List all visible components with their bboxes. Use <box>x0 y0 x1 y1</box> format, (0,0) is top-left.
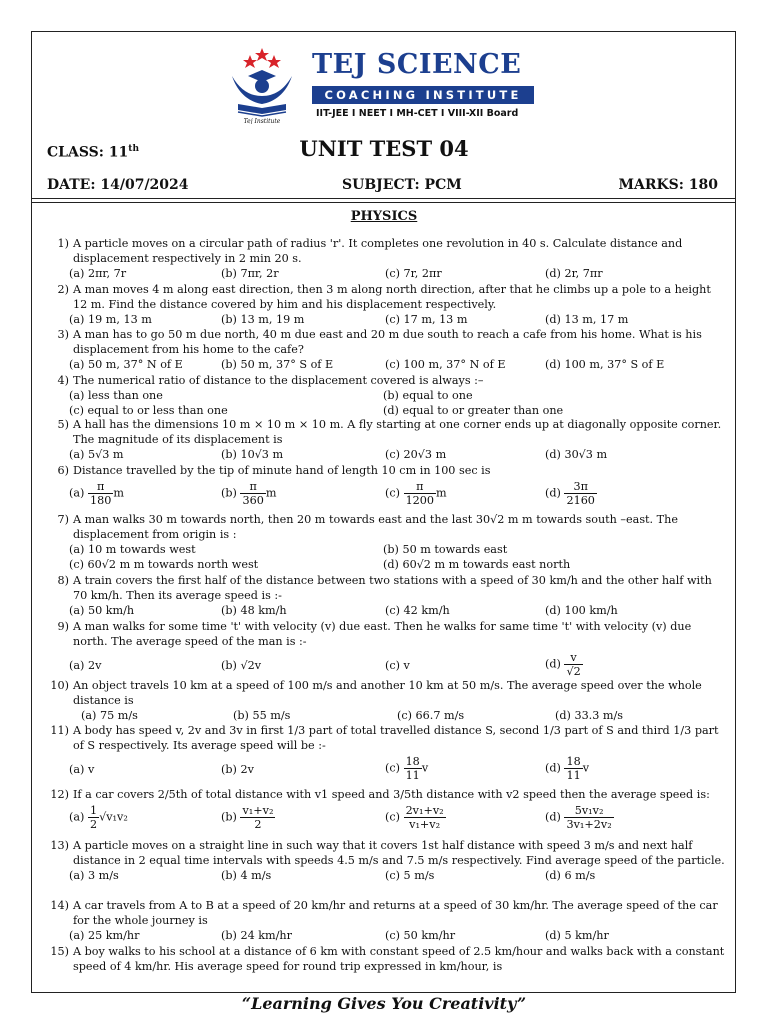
question-5 <box>47 417 727 462</box>
option: (d) $\frac{18}{11}$ v <box>545 755 590 782</box>
question-text: Distance travelled by the tip of minute hand of length 10 cm in 100 sec is <box>73 464 491 477</box>
denominator: v₁+v₂ <box>409 818 441 831</box>
question-7 <box>47 512 727 572</box>
question-11 <box>47 723 727 785</box>
options-row <box>69 388 727 403</box>
option: (c) 60√2 m m towards north west <box>69 558 259 571</box>
option: (d) 2r, 7πr <box>545 267 603 280</box>
option: (c) 5 m/s <box>385 869 435 882</box>
question-10 <box>47 678 727 723</box>
denominator: 2 <box>89 818 98 831</box>
question-number: 5) <box>57 418 69 431</box>
options-row <box>69 542 727 557</box>
option: (b) 24 km/hr <box>221 929 292 942</box>
option: (b) 50 m towards east <box>383 543 508 556</box>
fraction <box>240 480 265 507</box>
option: (d) equal to or greater than one <box>383 404 564 417</box>
option: (b) 7πr, 2r <box>221 267 279 280</box>
brand-name: TEJ SCIENCE <box>312 49 522 80</box>
option: (b) 50 m, 37° S of E <box>221 358 334 371</box>
option: (c) $\frac{18}{11}$ v <box>385 755 429 782</box>
option: (d) $\frac{3\pi}{2160}$ <box>545 480 595 507</box>
fraction <box>564 480 596 507</box>
institute-logo <box>228 46 540 126</box>
option: (a) 75 m/s <box>81 709 138 722</box>
options-row <box>69 928 727 943</box>
question-text: A man walks for some time 't' with velocity (v) due east. Then he walks for same time 't' with velocity (v) due north. The average speed of the man is :- <box>73 620 692 648</box>
options-row <box>69 708 727 723</box>
question-number: 14) <box>50 899 69 912</box>
question-number: 15) <box>50 945 69 958</box>
question-number: 8) <box>57 574 69 587</box>
option: (a) $\frac{1}{2}$ √v₁v₂ <box>69 804 128 831</box>
options-row <box>69 266 727 281</box>
option: (a) 25 km/hr <box>69 929 140 942</box>
option: (c) 42 km/h <box>385 604 450 617</box>
option: (c) 17 m, 13 m <box>385 313 468 326</box>
brand-subtitle: COACHING INSTITUTE <box>312 86 534 104</box>
option: (c) 100 m, 37° N of E <box>385 358 506 371</box>
marks-label: MARKS: 180 <box>618 177 718 193</box>
options-row <box>69 403 727 418</box>
option: (d) $\frac{\text{5v₁v₂}}{\text{3v₁+2v₂}}$ <box>545 804 612 831</box>
option: (d) 100 m, 37° S of E <box>545 358 665 371</box>
denominator: 1200 <box>405 494 435 507</box>
options-row <box>69 447 727 462</box>
question-text: A particle moves on a circular path of radius 'r'. It completes one revolution in 40 s. Calculate distance and displacement respectively in 2 min 20 s. <box>73 237 683 265</box>
question-text: A body has speed v, 2v and 3v in first 1/3 part of total travelled distance S, second 1/3 part of S and third 1/3 part of S respectively. Its average speed will be :- <box>73 724 719 752</box>
class-superscript: th <box>128 144 139 154</box>
option: (a) 2v <box>69 659 102 672</box>
option: (a) 50 m, 37° N of E <box>69 358 183 371</box>
option: (c) $\frac{\text{2v₁+v₂}}{\text{v₁+v₂}}$ <box>385 804 444 831</box>
option: (a) 10 m towards west <box>69 543 196 556</box>
fraction <box>404 480 436 507</box>
numerator: 1 <box>89 804 98 817</box>
question-number: 3) <box>57 328 69 341</box>
question-text: The numerical ratio of distance to the displacement covered is always :– <box>73 374 484 387</box>
subject-label: SUBJECT: PCM <box>342 177 462 193</box>
option: (b) 55 m/s <box>233 709 291 722</box>
footer-quote: “Learning Gives You Creativity” <box>241 994 527 1013</box>
section-heading: PHYSICS <box>350 209 418 224</box>
option: (d) 6 m/s <box>545 869 596 882</box>
question-8 <box>47 573 727 618</box>
fraction <box>88 480 113 507</box>
question-6 <box>47 463 727 510</box>
denominator: 3v₁+2v₂ <box>566 818 612 831</box>
options-row <box>69 557 727 572</box>
question-text: A hall has the dimensions 10 m × 10 m × 10 m. A fly starting at one corner ends up at diagonally opposite corner. The magnitude of its displacement is <box>73 418 722 446</box>
option: (c) $\frac{\pi}{1200}$ m <box>385 480 447 507</box>
option: (d) 60√2 m m towards east north <box>383 558 571 571</box>
option: (a) 5√3 m <box>69 448 124 461</box>
question-13 <box>47 838 727 883</box>
option: (d) $\frac{v}{√2}$ <box>545 651 581 678</box>
numerator: 3π <box>564 480 596 494</box>
option: (a) 50 km/h <box>69 604 135 617</box>
question-number: 6) <box>57 464 69 477</box>
question-text: A car travels from A to B at a speed of 20 km/hr and returns at a speed of 30 km/hr. The average speed of the car for the whole journey is <box>73 899 718 927</box>
option: (b) $\frac{\pi}{360}$ m <box>221 480 277 507</box>
numerator: 2v₁+v₂ <box>405 804 444 817</box>
question-2 <box>47 282 727 327</box>
question-9 <box>47 619 727 681</box>
option: (a) $\frac{\pi}{180}$ m <box>69 480 124 507</box>
question-text: An object travels 10 km at a speed of 100 m/s and another 10 km at 50 m/s. The average speed over the whole distance is <box>73 679 702 707</box>
option: (c) 66.7 m/s <box>397 709 465 722</box>
question-text: A boy walks to his school at a distance of 6 km with constant speed of 2.5 km/hour and walks back with a constant speed of 4 km/hr. His average speed for round trip expressed in km/hour, is <box>73 945 725 973</box>
question-number: 13) <box>50 839 69 852</box>
divider <box>31 202 736 203</box>
numerator: v₁+v₂ <box>242 804 274 817</box>
numerator: v <box>564 651 582 665</box>
divider <box>31 198 736 199</box>
question-number: 11) <box>50 724 69 737</box>
fraction <box>564 804 613 831</box>
numerator: 18 <box>566 755 581 768</box>
option: (d) 30√3 m <box>545 448 608 461</box>
fraction <box>404 804 446 831</box>
fraction <box>240 804 275 831</box>
denominator: √2 <box>566 665 581 678</box>
options-row <box>69 312 727 327</box>
numerator: 5v₁v₂ <box>564 804 613 818</box>
options-row <box>69 480 727 510</box>
option: (c) 50 km/hr <box>385 929 456 942</box>
option: (a) less than one <box>69 389 163 402</box>
denominator: 360 <box>242 494 264 507</box>
option: (c) 7r, 2πr <box>385 267 442 280</box>
numerator: π <box>88 480 113 494</box>
denominator: 11 <box>566 769 581 782</box>
question-4 <box>47 373 727 418</box>
option: (b) 10√3 m <box>221 448 284 461</box>
question-number: 9) <box>57 620 69 633</box>
date-label: DATE: 14/07/2024 <box>47 177 189 193</box>
option: (b) 4 m/s <box>221 869 272 882</box>
denominator: 180 <box>89 494 112 507</box>
option: (c) 20√3 m <box>385 448 447 461</box>
question-14 <box>47 898 727 943</box>
fraction <box>564 755 582 782</box>
option: (b) $\frac{\text{v₁+v₂}}{2}$ <box>221 804 274 831</box>
option: (b) equal to one <box>383 389 473 402</box>
denominator: 11 <box>405 769 420 782</box>
fraction <box>404 755 422 782</box>
option: (d) 100 km/h <box>545 604 618 617</box>
option: (c) v <box>385 659 410 672</box>
brand-tagline: IIT-JEE I NEET I MH-CET I VIII-XII Board <box>316 108 519 119</box>
question-number: 2) <box>57 283 69 296</box>
question-number: 12) <box>50 788 69 801</box>
question-15 <box>47 944 727 974</box>
question-1 <box>47 236 727 281</box>
denominator: 2160 <box>566 494 595 507</box>
question-text: A man moves 4 m along east direction, then 3 m along north direction, after that he climbs up a pole to a height 12 m. Find the distance covered by him and his displacement respectively. <box>73 283 711 311</box>
options-row <box>69 603 727 618</box>
options-row <box>69 357 727 372</box>
option: (b) 2v <box>221 763 254 776</box>
fraction <box>88 804 99 831</box>
fraction <box>564 651 582 678</box>
option: (b) 13 m, 19 m <box>221 313 305 326</box>
test-title: UNIT TEST 04 <box>299 136 469 161</box>
option: (d) 33.3 m/s <box>555 709 624 722</box>
option: (d) 13 m, 17 m <box>545 313 629 326</box>
numerator: π <box>404 480 436 494</box>
options-row <box>69 755 727 785</box>
option: (a) v <box>69 763 95 776</box>
numerator: 18 <box>405 755 420 768</box>
numerator: π <box>240 480 265 494</box>
question-text: A man has to go 50 m due north, 40 m due east and 20 m due south to reach a cafe from his home. What is his displacement from his home to the cafe? <box>73 328 702 356</box>
question-number: 1) <box>57 237 69 250</box>
option: (a) 2πr, 7r <box>69 267 127 280</box>
options-row <box>69 651 727 681</box>
question-number: 10) <box>50 679 69 692</box>
question-12 <box>47 787 727 834</box>
question-number: 4) <box>57 374 69 387</box>
question-text: A particle moves on a straight line in such way that it covers 1st half distance with speed 3 m/s and next half distance in 2 equal time intervals with speeds 4.5 m/s and 7.5 m/s respectively. Find average speed of the particle. <box>73 839 725 867</box>
logo-emblem-icon <box>228 46 300 124</box>
question-text: A train covers the first half of the distance between two stations with a speed of 30 km/h and the other half with 70 km/h. Then its average speed is :- <box>73 574 712 602</box>
logo-caption: Tej Institute <box>243 118 281 124</box>
question-text: If a car covers 2/5th of total distance with v1 speed and 3/5th distance with v2 speed then the average speed is: <box>73 788 710 801</box>
option: (b) √2v <box>221 659 262 672</box>
option: (a) 19 m, 13 m <box>69 313 152 326</box>
options-row <box>69 868 727 883</box>
option: (c) equal to or less than one <box>69 404 228 417</box>
question-3 <box>47 327 727 372</box>
option: (a) 3 m/s <box>69 869 119 882</box>
option: (d) 5 km/hr <box>545 929 609 942</box>
denominator: 2 <box>254 818 262 831</box>
option: (b) 48 km/h <box>221 604 287 617</box>
class-label: CLASS: 11th <box>47 144 139 161</box>
options-row <box>69 804 727 834</box>
question-number: 7) <box>57 513 69 526</box>
question-text: A man walks 30 m towards north, then 20 m towards east and the last 30√2 m m towards south –east. The displacement from origin is : <box>73 513 678 541</box>
